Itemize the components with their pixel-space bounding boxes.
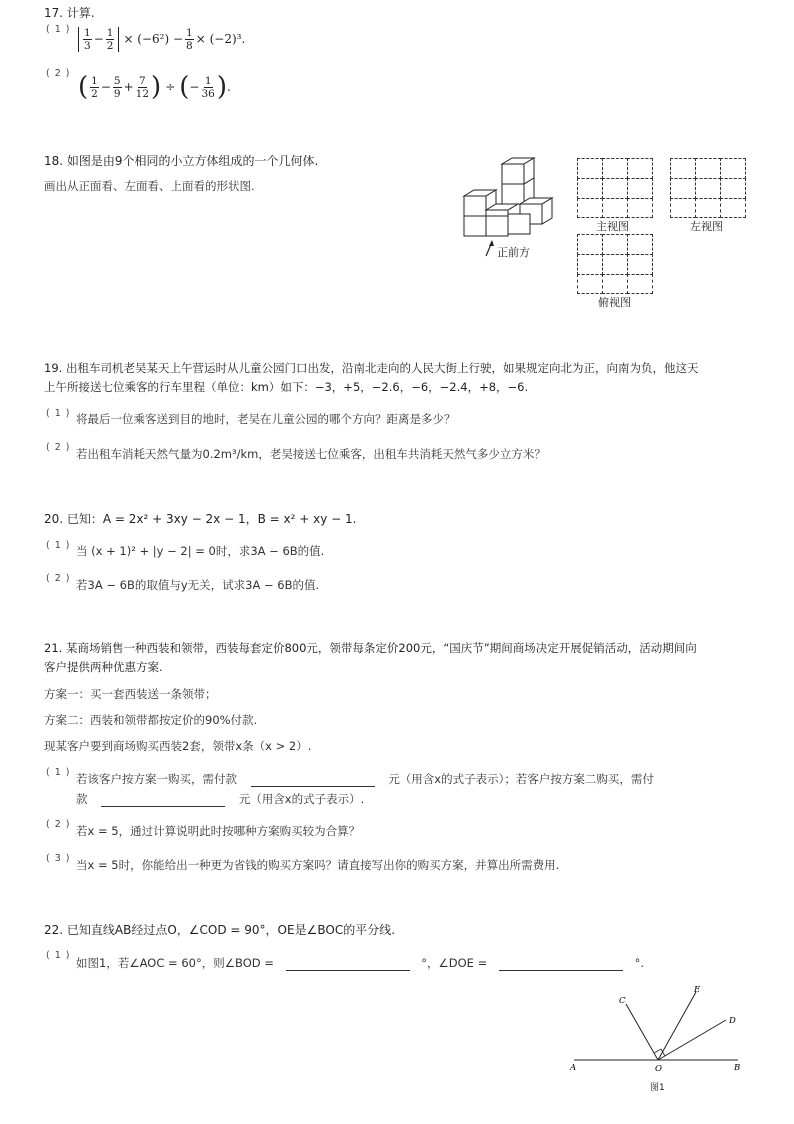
frac-num: 1 bbox=[186, 26, 193, 39]
expr-text: . bbox=[227, 80, 231, 94]
ray-oc bbox=[626, 1004, 658, 1060]
main-view-grid bbox=[577, 158, 653, 218]
q22-part1-number: ( 1 ) bbox=[46, 950, 71, 961]
q22-part1-text-a: 如图1，若∠AOC = 60°，则∠BOD = bbox=[76, 956, 274, 970]
point-d-label: D bbox=[729, 1016, 736, 1026]
q21-plan2: 方案二：西装和领带都按定价的90%付款. bbox=[44, 713, 258, 727]
frac-num: 5 bbox=[113, 74, 121, 87]
q19-line2: 上午所接送七位乘客的行车里程（单位：km）如下：−3，+5，−2.6，−6，−2.4，+8，−6. bbox=[44, 380, 529, 394]
front-direction-label: 正前方 bbox=[497, 246, 530, 259]
q20-title: 20. 已知：A = 2x² + 3xy − 2x − 1，B = x² + xy − 1. bbox=[44, 512, 357, 526]
q22-part1-line bbox=[76, 955, 644, 971]
frac-den: 36 bbox=[201, 87, 215, 100]
q17-part1-expression: $\frac{1}{3}$ − $\frac{1}{2}$ × (−6²) − $\frac{1}{8}$ × (−2)³. bbox=[78, 22, 245, 56]
q21-part2-number: ( 2 ) bbox=[46, 819, 71, 830]
left-view-label: 左视图 bbox=[690, 220, 723, 233]
answer-blank-doe[interactable] bbox=[499, 958, 623, 971]
q19-part1-number: ( 1 ) bbox=[46, 408, 71, 419]
q19-part1-text: 将最后一位乘客送到目的地时，老吴在儿童公园的哪个方向？距离是多少？ bbox=[76, 412, 456, 426]
top-view-grid bbox=[577, 234, 653, 294]
q17-title: 17. 计算. bbox=[44, 6, 95, 20]
q21-part1-line1 bbox=[76, 771, 654, 787]
frac-num: 1 bbox=[204, 74, 212, 87]
point-c-label: C bbox=[619, 996, 626, 1006]
point-b-label: B bbox=[734, 1063, 741, 1073]
point-a-label: A bbox=[570, 1063, 577, 1073]
q22-part1-text-b: °，∠DOE = bbox=[421, 956, 488, 970]
answer-blank-plan1[interactable] bbox=[251, 774, 375, 787]
answer-blank-plan2[interactable] bbox=[101, 794, 225, 807]
frac-den: 9 bbox=[113, 87, 121, 100]
q21-part1-text-d: 元（用含x的式子表示）. bbox=[238, 792, 365, 806]
q17-part2-expression: ( $\frac{1}{2}$ − $\frac{5}{9}$ + $\frac{7}{12}$ ) ÷ ( − $\frac{1}{36}$ ) . bbox=[78, 72, 231, 102]
frac-den: 12 bbox=[135, 87, 150, 100]
q21-part1-text-a: 若该客户按方案一购买，需付款 bbox=[76, 772, 237, 786]
q21-part1-text-c: 款 bbox=[76, 792, 88, 806]
q20-part2-text: 若3A − 6B的取值与y无关，试求3A − 6B的值. bbox=[76, 578, 320, 592]
q17-part2-number: ( 2 ) bbox=[46, 68, 71, 79]
q21-purchase: 现某客户要到商场购买西装2套，领带x条（x > 2）. bbox=[44, 739, 312, 753]
q18-title: 18. 如图是由9个相同的小立方体组成的一个几何体. bbox=[44, 154, 319, 168]
q21-part3-number: ( 3 ) bbox=[46, 853, 71, 864]
q20-part1-number: ( 1 ) bbox=[46, 540, 71, 551]
expr-text: ÷ bbox=[165, 80, 176, 94]
q21-part1-text-b: 元（用含x的式子表示）；若客户按方案二购买，需付 bbox=[388, 772, 654, 786]
q20-part1-text: 当 (x + 1)² + |y − 2| = 0时，求3A − 6B的值. bbox=[76, 544, 325, 558]
q21-line1: 21. 某商场销售一种西装和领带，西装每套定价800元，领带每条定价200元，“国庆节”期间商场决定开展促销活动，活动期间向 bbox=[44, 641, 697, 655]
point-e-label: E bbox=[694, 985, 701, 995]
frac-num: 7 bbox=[139, 74, 146, 87]
ray-od bbox=[658, 1020, 726, 1060]
q19-part2-text: 若出租车消耗天然气量为0.2m³/km，老吴接送七位乘客，出租车共消耗天然气多少立方米？ bbox=[76, 447, 546, 461]
frac-den: 3 bbox=[84, 39, 91, 52]
q22-part1-text-c: °. bbox=[634, 956, 644, 970]
q21-plan1: 方案一：买一套西装送一条领带； bbox=[44, 687, 217, 701]
frac-den: 8 bbox=[186, 39, 193, 52]
q19-part2-number: ( 2 ) bbox=[46, 442, 71, 453]
answer-blank-bod[interactable] bbox=[286, 958, 410, 971]
left-view-grid bbox=[670, 158, 746, 218]
angle-figure-1 bbox=[560, 980, 750, 1080]
q18-instruction: 画出从正面看、左面看、上面看的形状图. bbox=[44, 179, 255, 193]
point-o-label: O bbox=[655, 1064, 662, 1074]
frac-den: 2 bbox=[106, 39, 114, 52]
q22-title: 22. 已知直线AB经过点O，∠COD = 90°，OE是∠BOC的平分线. bbox=[44, 923, 396, 937]
top-view-label: 俯视图 bbox=[598, 296, 631, 309]
frac-num: 1 bbox=[106, 26, 114, 39]
q21-part1-number: ( 1 ) bbox=[46, 767, 71, 778]
q17-part1-number: ( 1 ) bbox=[46, 24, 71, 35]
q19-line1: 19. 出租车司机老吴某天上午营运时从儿童公园门口出发，沿南北走向的人民大街上行驶，如果规定向北为正，向南为负，他这天 bbox=[44, 361, 699, 375]
main-view-label: 主视图 bbox=[596, 220, 629, 233]
q21-part1-line2 bbox=[76, 791, 364, 807]
frac-num: 1 bbox=[84, 26, 91, 39]
expr-text: × (−6²) − bbox=[123, 32, 184, 46]
figure-caption: 图1 bbox=[650, 1083, 665, 1093]
ray-oe bbox=[658, 992, 696, 1060]
q20-part2-number: ( 2 ) bbox=[46, 573, 71, 584]
q21-line2: 客户提供两种优惠方案. bbox=[44, 660, 163, 674]
expr-text: × (−2)³. bbox=[195, 32, 246, 46]
q21-part3-text: 当x = 5时，你能给出一种更为省钱的购买方案吗？请直接写出你的购买方案，并算出所需费用. bbox=[76, 858, 560, 872]
q21-part2-text: 若x = 5，通过计算说明此时按哪种方案购买较为合算？ bbox=[76, 824, 361, 838]
frac-den: 2 bbox=[91, 87, 98, 100]
frac-num: 1 bbox=[91, 74, 98, 87]
